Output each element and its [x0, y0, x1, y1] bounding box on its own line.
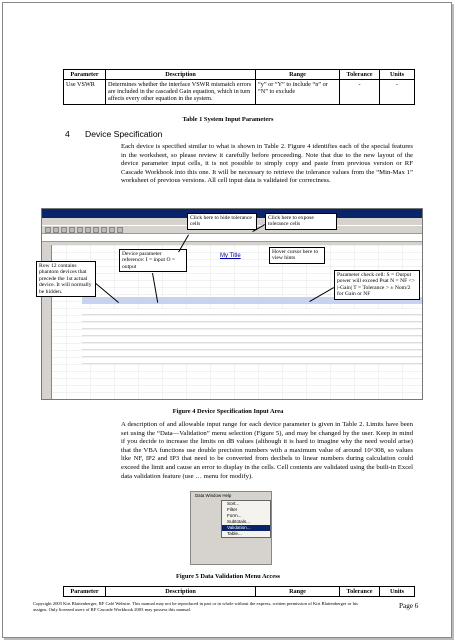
- formula-bar: [42, 234, 422, 242]
- toolbar-icon: [45, 227, 51, 233]
- table-cell: Determines whether the interface VSWR mismatch errors are included in the cascaded Gain equation, which in turn affects every other equation in the system.: [106, 80, 256, 104]
- data-validation-menu-screenshot: [190, 491, 272, 565]
- callout-expose-tolerance: Click here to expose tolerance cells: [265, 213, 337, 230]
- table-header: Range: [256, 587, 340, 597]
- callout-hover-hints: Hover cursor here to view hints: [269, 247, 325, 264]
- page-number: Page 6: [399, 602, 419, 610]
- table-row: [64, 80, 415, 104]
- table-header-row: [64, 70, 415, 80]
- data-menu-dropdown: [221, 500, 271, 538]
- menu-item-validation[interactable]: Validation...: [222, 525, 270, 531]
- toolbar-icon: [85, 227, 91, 233]
- data-row: [82, 358, 422, 364]
- table-header: Units: [380, 587, 415, 597]
- data-row: [82, 337, 422, 343]
- figure-caption: Figure 4 Device Specification Input Area: [172, 408, 284, 415]
- sheet-title: My Title: [220, 253, 241, 259]
- data-row: [82, 351, 422, 357]
- toolbar-icon: [101, 227, 107, 233]
- document-page: [2, 2, 452, 638]
- section-heading: [65, 129, 162, 139]
- callout-parameter-check: Parameter check cell: S = Output power will exceed Psat N = NF <> |-Gain| T = Tolerance > ± Nom/2 for Gain or NF: [334, 270, 420, 300]
- menu-bar: Data Window Help: [195, 493, 232, 498]
- callout-device-reference: Device parameter reference: I = input O = output: [119, 249, 187, 272]
- system-input-parameters-table: [63, 69, 415, 105]
- paragraph: A description of and allowable input range for each device parameter is given in Table 2. Limits have been set using the “Data––Validation” menu selection (Figure 5), and may be changed by the user. Keep in mind if you decide to increase the limits on dB values (although it is hard to imagine why the need would arise) that the VBA functions use double precision numbers with a maximum value of around 10^308, so values like NF, IP2 and IP3 that need to be converted from decibels to linear numbers during calculation could exceed the limit and cause an error to display in the cells. Cell contents are validated using the built-in Excel data validation feature (use … menu for modify).: [121, 421, 413, 480]
- table-header: Description: [106, 70, 256, 80]
- section-number: 4: [65, 129, 70, 139]
- table-cell: -: [380, 80, 415, 104]
- toolbar-icon: [69, 227, 75, 233]
- toolbar-icon: [53, 227, 59, 233]
- figure-caption: Figure 5 Data Validation Menu Access: [175, 573, 281, 580]
- paragraph: Each device is specified similar to what is shown in Table 2. Figure 4 identifies each of the special features in the worksheet, so please review it carefully before proceeding. Note that due to the new layout of the device parameter input cells, it is not possible to simply copy and paste from previous version or RF Cascade Workbook into this one. It will be necessary to retrieve the tolerance values from the “Min-Max 1” worksheet of previous versions. All cell input data is validated for correctness.: [121, 143, 413, 185]
- data-row: [82, 323, 422, 329]
- menu-item-table[interactable]: Table...: [227, 531, 242, 536]
- toolbar-icon: [117, 227, 123, 233]
- toolbar-icon: [61, 227, 67, 233]
- table-cell: Use VSWR: [64, 80, 106, 104]
- table-header: Parameter: [64, 587, 106, 597]
- toolbar-icon: [109, 227, 115, 233]
- data-row: [82, 330, 422, 336]
- data-row: [82, 309, 422, 315]
- toolbar-icon: [77, 227, 83, 233]
- table-caption: Table 1 System Input Parameters: [182, 116, 274, 123]
- spreadsheet-screenshot: [41, 208, 423, 400]
- table-header: Range: [256, 70, 340, 80]
- table-header: Tolerance: [340, 587, 380, 597]
- callout-hide-tolerance: Click here to hide tolerance cells: [187, 213, 257, 230]
- toolbar-icon: [93, 227, 99, 233]
- menu-item-sort[interactable]: Sort...: [227, 501, 240, 506]
- table-cell: -: [340, 80, 380, 104]
- table-header: Units: [380, 70, 415, 80]
- menu-item-filter[interactable]: Filter: [227, 507, 238, 512]
- device-parameters-table: [63, 586, 415, 597]
- table-header: Tolerance: [340, 70, 380, 80]
- table-header: Description: [106, 587, 256, 597]
- table-header: Parameter: [64, 70, 106, 80]
- menu-item-form[interactable]: Form...: [227, 513, 242, 518]
- section-title: Device Specification: [85, 129, 163, 139]
- table-header-row: [64, 587, 415, 597]
- data-row: [82, 316, 422, 322]
- table-cell: “y” or “Y” to include “n” or “N” to exclude: [256, 80, 340, 104]
- callout-row-12: Row 12 contains phantom devices that precede the 1st actual device. It will normally be hidden.: [36, 261, 96, 297]
- footer-copyright: Copyright 2003 Kirt Blattenberger, RF Café Website. This manual may not be reproduced in part or in whole without the express, written permission of Kirt Blattenberger or his assigns. Only licensed users of RF Cascade Workbook 2003 may possess this manual.: [33, 601, 358, 612]
- data-row: [82, 344, 422, 350]
- menu-item-subtotals[interactable]: Subtotals...: [227, 519, 250, 524]
